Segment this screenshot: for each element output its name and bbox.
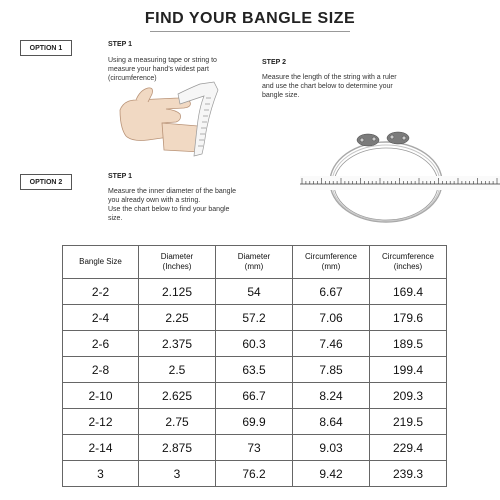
- cell-diameter-mm: 73: [216, 435, 293, 461]
- cell-diameter-inches: 2.25: [139, 305, 216, 331]
- option-1-step-2-line-3: bangle size.: [262, 92, 300, 99]
- bangle-size-chart: [62, 245, 447, 487]
- cell-diameter-mm: 60.3: [216, 331, 293, 357]
- header-circumference-mm: [293, 246, 370, 279]
- table-row: [63, 357, 447, 383]
- option-2-step-1-line-4: size.: [108, 215, 123, 222]
- header-circumference-mm-label: Circumference: [304, 252, 357, 261]
- cell-diameter-mm: 66.7: [216, 383, 293, 409]
- cell-circumference-mm: 7.85: [293, 357, 370, 383]
- cell-circumference-mm: 7.06: [293, 305, 370, 331]
- table-row: [63, 409, 447, 435]
- option-1-step-1-line-1: Using a measuring tape or string to: [108, 57, 217, 64]
- title-underline: [150, 31, 350, 32]
- bangle-with-ruler-illustration: [300, 120, 500, 230]
- option-1-step-2-text: [262, 73, 397, 100]
- option-2-step-1-line-1: Measure the inner diameter of the bangle: [108, 188, 237, 195]
- cell-diameter-inches: 2.125: [139, 279, 216, 305]
- cell-circumference-mm: 8.24: [293, 383, 370, 409]
- option-2-step-1-text: [108, 187, 236, 223]
- cell-circumference-mm: 7.46: [293, 331, 370, 357]
- option-2-step-1-heading: STEP 1: [108, 173, 132, 180]
- table-row: [63, 279, 447, 305]
- option-1-label: OPTION 1: [20, 40, 72, 56]
- header-diameter-mm-label: Diameter: [237, 252, 271, 261]
- cell-bangle-size: 3: [63, 461, 139, 487]
- cell-diameter-inches: 2.875: [139, 435, 216, 461]
- table-row: [63, 435, 447, 461]
- header-diameter-mm: [216, 246, 293, 279]
- header-circumference-inches-unit: (inches): [393, 262, 423, 271]
- option-1-step-1-line-3: (circumference): [108, 75, 157, 82]
- option-2-label: OPTION 2: [20, 174, 72, 190]
- cell-diameter-inches: 3: [139, 461, 216, 487]
- header-circumference-mm-unit: (mm): [321, 262, 341, 271]
- cell-circumference-mm: 9.03: [293, 435, 370, 461]
- page-title: FIND YOUR BANGLE SIZE: [144, 10, 356, 27]
- cell-circumference-inches: 169.4: [370, 279, 447, 305]
- header-circumference-inches: [370, 246, 447, 279]
- cell-circumference-mm: 6.67: [293, 279, 370, 305]
- cell-diameter-inches: 2.625: [139, 383, 216, 409]
- table-row: [63, 461, 447, 487]
- cell-bangle-size: 2-6: [63, 331, 139, 357]
- cell-diameter-inches: 2.75: [139, 409, 216, 435]
- table-row: [63, 331, 447, 357]
- cell-circumference-inches: 189.5: [370, 331, 447, 357]
- cell-circumference-inches: 219.5: [370, 409, 447, 435]
- cell-circumference-inches: 209.3: [370, 383, 447, 409]
- header-diameter-mm-unit: (mm): [244, 262, 264, 271]
- cell-bangle-size: 2-8: [63, 357, 139, 383]
- cell-diameter-mm: 69.9: [216, 409, 293, 435]
- table-row: [63, 383, 447, 409]
- cell-bangle-size: 2-4: [63, 305, 139, 331]
- cell-circumference-inches: 179.6: [370, 305, 447, 331]
- table-header-row: [63, 246, 447, 279]
- option-2-step-1-line-2: you already own with a string.: [108, 197, 201, 204]
- option-1-step-2-heading: STEP 2: [262, 59, 286, 66]
- cell-diameter-mm: 57.2: [216, 305, 293, 331]
- option-1-step-1-heading: STEP 1: [108, 41, 132, 48]
- option-1-step-2-line-1: Measure the length of the string with a ruler: [262, 74, 397, 81]
- cell-circumference-mm: 9.42: [293, 461, 370, 487]
- cell-circumference-inches: 239.3: [370, 461, 447, 487]
- cell-circumference-inches: 199.4: [370, 357, 447, 383]
- cell-circumference-inches: 229.4: [370, 435, 447, 461]
- cell-bangle-size: 2-14: [63, 435, 139, 461]
- header-diameter-inches-unit: (Inches): [162, 262, 192, 271]
- hand-measuring-illustration: [118, 80, 228, 160]
- cell-diameter-mm: 76.2: [216, 461, 293, 487]
- cell-diameter-inches: 2.5: [139, 357, 216, 383]
- cell-diameter-inches: 2.375: [139, 331, 216, 357]
- cell-circumference-mm: 8.64: [293, 409, 370, 435]
- option-1-step-1-text: [108, 56, 217, 83]
- table-row: [63, 305, 447, 331]
- option-1-step-2-line-2: and use the chart below to determine your: [262, 83, 393, 90]
- option-1-step-1-line-2: measure your hand's widest part: [108, 66, 209, 73]
- header-bangle-size-label: Bangle Size: [79, 257, 122, 266]
- cell-bangle-size: 2-2: [63, 279, 139, 305]
- option-2-step-1-line-3: Use the chart below to find your bangle: [108, 206, 230, 213]
- header-bangle-size: [63, 246, 139, 279]
- header-diameter-inches: [139, 246, 216, 279]
- header-circumference-inches-label: Circumference: [381, 252, 434, 261]
- cell-diameter-mm: 63.5: [216, 357, 293, 383]
- cell-bangle-size: 2-12: [63, 409, 139, 435]
- cell-bangle-size: 2-10: [63, 383, 139, 409]
- cell-diameter-mm: 54: [216, 279, 293, 305]
- header-diameter-inches-label: Diameter: [160, 252, 194, 261]
